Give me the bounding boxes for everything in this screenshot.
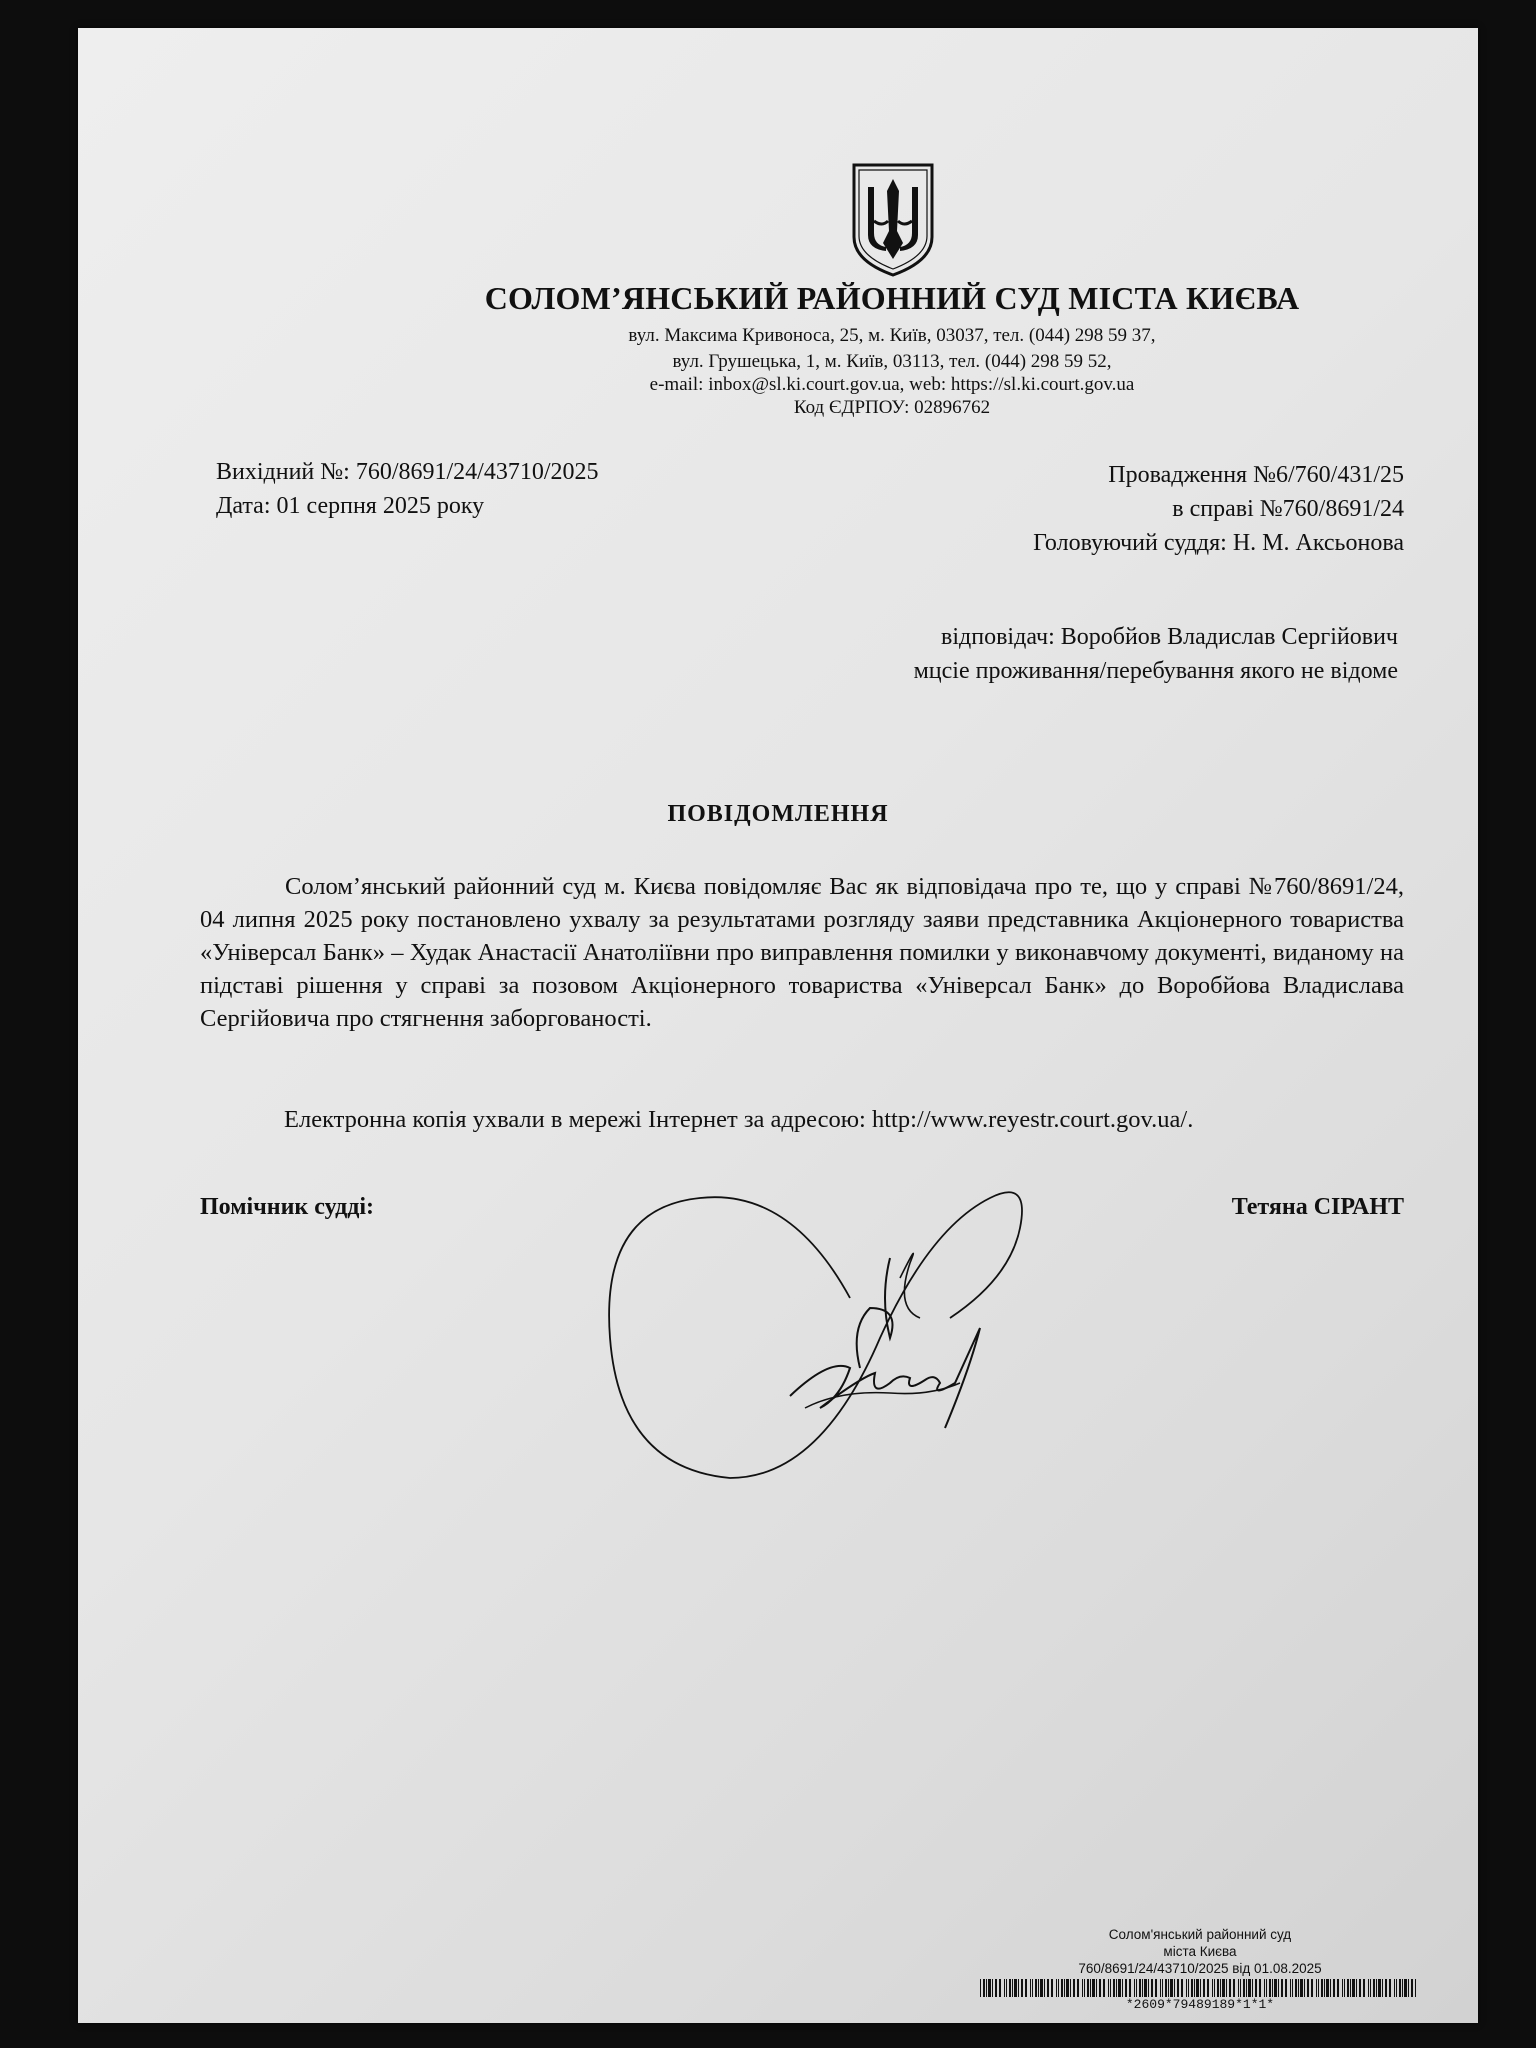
outgoing-number: Вихідний №: 760/8691/24/43710/2025 (216, 459, 599, 485)
court-address-line-1: вул. Максима Кривоноса, 25, м. Київ, 03037, тел. (044) 298 59 37, (628, 325, 1156, 346)
presiding-judge: Головуючий суддя: Н. М. Аксьонова (1033, 530, 1404, 556)
stamp-court-line: Солом'янський районний суд (1108, 1927, 1292, 1942)
court-edrpou: Код ЄДРПОУ: 02896762 (793, 397, 991, 418)
stamp-reg-number: 760/8691/24/43710/2025 від 01.08.2025 (1078, 1961, 1322, 1976)
court-contacts-line: e-mail: inbox@sl.ki.court.gov.ua, web: https://sl.ki.court.gov.ua (649, 374, 1135, 395)
court-address-line-2: вул. Грушецька, 1, м. Київ, 03113, тел. (044) 298 59 52, (672, 351, 1112, 372)
court-name: СОЛОМ’ЯНСЬКИЙ РАЙОННИЙ СУД МІСТА КИЄВА (484, 280, 1300, 316)
assistant-name: Тетяна СІРАНТ (1231, 1194, 1404, 1220)
barcode (980, 1979, 1416, 1997)
handwritten-signature (590, 1168, 1180, 1498)
proceeding-number: Провадження №6/760/431/25 (1108, 462, 1404, 488)
notice-paragraph: Солом’янський районний суд м. Києва повідомляє Вас як відповідача про те, що у справі №760/8691/24, 04 липня 2025 року постановлено ухвалу за результатами розгляду заяви представника Акціонерного товариства «Універсал Банк» – Худак Анастасії Анатоліївни про виправлення помилки у виконавчому документі, виданому на підставі рішення у справі за позовом Акціонерного товариства «Універсал Банк» до Воробйова Владислава Сергійовича про стягнення заборгованості. (200, 873, 1404, 1032)
trident-emblem-icon (850, 161, 936, 279)
document-date: Дата: 01 серпня 2025 року (216, 493, 485, 519)
barcode-text: *2609*79489189*1*1* (1125, 1997, 1275, 2012)
document-sheet (78, 28, 1478, 2023)
addressee-line-1: відповідач: Воробйов Владислав Сергійович (941, 624, 1398, 650)
case-number: в справі №760/8691/24 (1172, 496, 1404, 522)
notice-title: ПОВІДОМЛЕННЯ (667, 801, 889, 827)
register-link-line: Електронна копія ухвали в мережі Інтернет за адресою: http://www.reyestr.court.gov.ua/. (284, 1106, 1194, 1133)
addressee-line-2: мцсіе проживання/перебування якого не відоме (913, 658, 1398, 684)
registration-stamp (1000, 1926, 1400, 1977)
stamp-city-line: міста Києва (1163, 1944, 1237, 1959)
assistant-label: Помічник судді: (200, 1194, 375, 1220)
